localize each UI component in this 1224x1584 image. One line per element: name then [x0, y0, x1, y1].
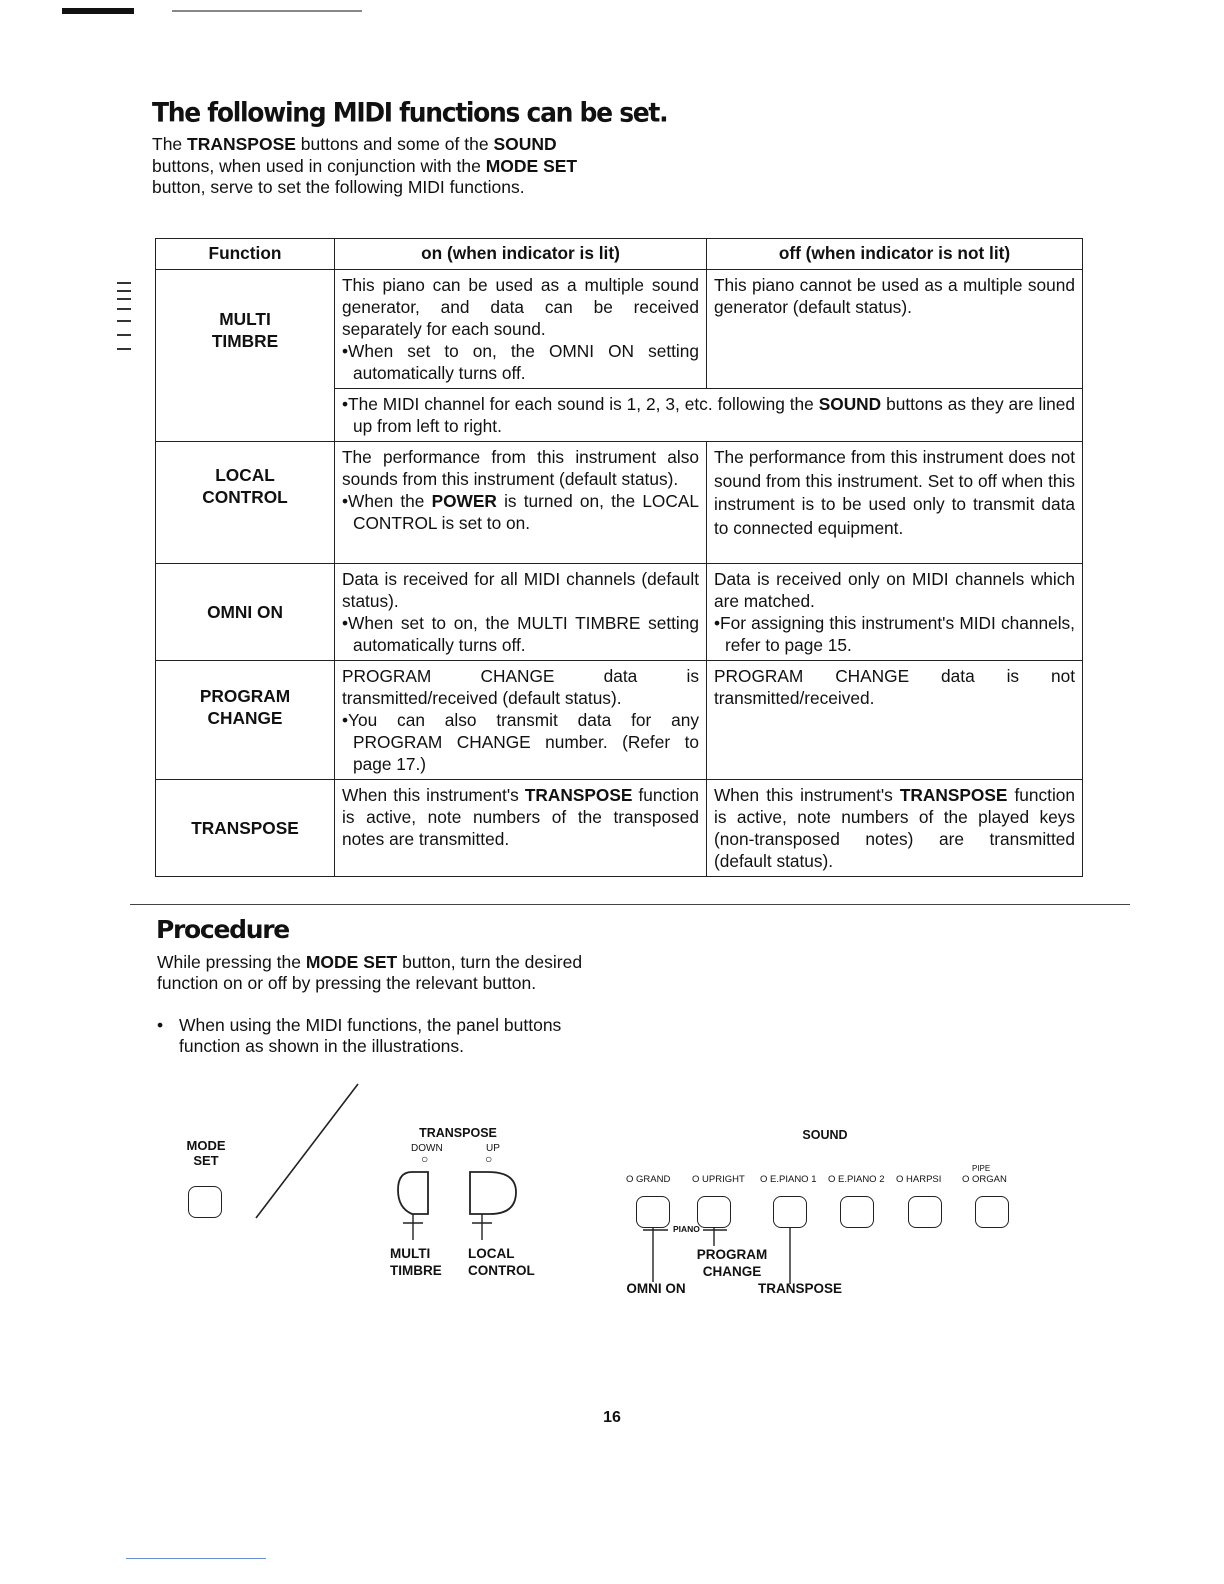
sound-organ-label: O ORGAN	[962, 1174, 1007, 1185]
up-label: UP	[486, 1143, 500, 1154]
sound-button-grand	[636, 1196, 670, 1228]
program-on-cell: PROGRAM CHANGE data is transmitted/received (default status). •You can also transmit data for any PROGRAM CHANGE number. (Refer to page 17.)	[335, 661, 707, 780]
multi-shared-cell: •The MIDI channel for each sound is 1, 2, 3, etc. following the SOUND buttons as they are lined up from left to right.	[335, 389, 1083, 442]
sound-pipe-label: PIPE	[972, 1164, 991, 1173]
function-omni-on: OMNI ON	[156, 564, 335, 661]
sound-epiano1-label: O E.PIANO 1	[760, 1174, 817, 1185]
omni-off-cell: Data is received only on MIDI channels which are matched. •For assigning this instrument's MIDI channels, refer to page 15.	[707, 564, 1083, 661]
procedure-paragraph: While pressing the MODE SET button, turn the desired function on or off by pressing the relevant button.	[157, 952, 583, 993]
sound-button-harpsi	[908, 1196, 942, 1228]
intro-paragraph: The TRANSPOSE buttons and some of the SOUND buttons, when used in conjunction with the MODE SET button, serve to set the following MIDI functions.	[152, 134, 578, 197]
local-on-cell: The performance from this instrument also sounds from this instrument (default status). •When the POWER is turned on, the LOCAL CONTROL is set to on.	[335, 442, 707, 564]
page-number: 16	[603, 1409, 621, 1426]
sound-button-epiano1	[773, 1196, 807, 1228]
sound-label: SOUND	[802, 1128, 848, 1142]
table-row-multi-timbre	[156, 270, 1083, 389]
mode-set-label: MODE SET	[186, 1138, 226, 1168]
multi-on-cell: This piano can be used as a multiple sound generator, and data can be received separately for each sound. •When set to on, the OMNI ON setting automatically turns off.	[335, 270, 707, 389]
transpose-off-cell: When this instrument's TRANSPOSE function is active, note numbers of the played keys (non-transposed notes) are transmitted (default status).	[707, 780, 1083, 877]
sound-button-organ	[975, 1196, 1009, 1228]
local-off-cell: The performance from this instrument does not sound from this instrument. Set to off when this instrument is to be used only to transmit data to connected equipment.	[707, 442, 1083, 564]
header-function: Function	[156, 239, 335, 270]
table-row-omni-on	[156, 564, 1083, 661]
mode-set-button	[188, 1186, 222, 1218]
sound-button-epiano2	[840, 1196, 874, 1228]
scan-artifact-top	[62, 8, 362, 14]
header-off: off (when indicator is not lit)	[707, 239, 1083, 270]
function-transpose: TRANSPOSE	[156, 780, 335, 877]
table-row-local-control	[156, 442, 1083, 564]
sound-button-upright	[697, 1196, 731, 1228]
transpose-on-cell: When this instrument's TRANSPOSE function is active, note numbers of the transposed notes are transmitted.	[335, 780, 707, 877]
table-row-program-change	[156, 661, 1083, 780]
function-local-control: LOCAL CONTROL	[156, 442, 335, 564]
transpose-sound-label: TRANSPOSE	[757, 1281, 842, 1296]
procedure-bullet: • When using the MIDI functions, the panel buttons function as shown in the illustrations.	[157, 1015, 562, 1056]
section-divider	[130, 904, 1130, 905]
scan-artifact-left	[117, 282, 131, 354]
sound-upright-label: O UPRIGHT	[692, 1174, 745, 1185]
multi-timbre-label: MULTI TIMBRE	[390, 1246, 442, 1278]
function-program-change: PROGRAM CHANGE	[156, 661, 335, 780]
transpose-label: TRANSPOSE	[419, 1126, 497, 1140]
program-change-label: PROGRAM CHANGE	[696, 1247, 768, 1279]
sound-epiano2-label: O E.PIANO 2	[828, 1174, 885, 1185]
up-led: ○	[485, 1152, 493, 1166]
header-on: on (when indicator is lit)	[335, 239, 707, 270]
multi-off-cell: This piano cannot be used as a multiple sound generator (default status).	[707, 270, 1083, 389]
function-multi-timbre: MULTI TIMBRE	[156, 270, 335, 442]
local-control-label: LOCAL CONTROL	[468, 1246, 535, 1278]
procedure-heading: Procedure	[156, 915, 289, 944]
omni-on-label: OMNI ON	[626, 1281, 686, 1296]
down-led: ○	[421, 1152, 429, 1166]
omni-on-cell: Data is received for all MIDI channels (default status). •When set to on, the MULTI TIMBRE setting automatically turns off.	[335, 564, 707, 661]
table-row-transpose	[156, 780, 1083, 877]
down-label: DOWN	[411, 1143, 443, 1154]
sound-harpsi-label: O HARPSI	[896, 1174, 942, 1185]
program-off-cell: PROGRAM CHANGE data is not transmitted/received.	[707, 661, 1083, 780]
footer-line	[126, 1558, 266, 1559]
midi-functions-table	[155, 238, 1083, 877]
table-header-row	[156, 239, 1083, 270]
section-heading: The following MIDI functions can be set.	[152, 97, 668, 128]
sound-grand-label: O GRAND	[626, 1174, 671, 1185]
piano-label: PIANO	[673, 1224, 700, 1234]
